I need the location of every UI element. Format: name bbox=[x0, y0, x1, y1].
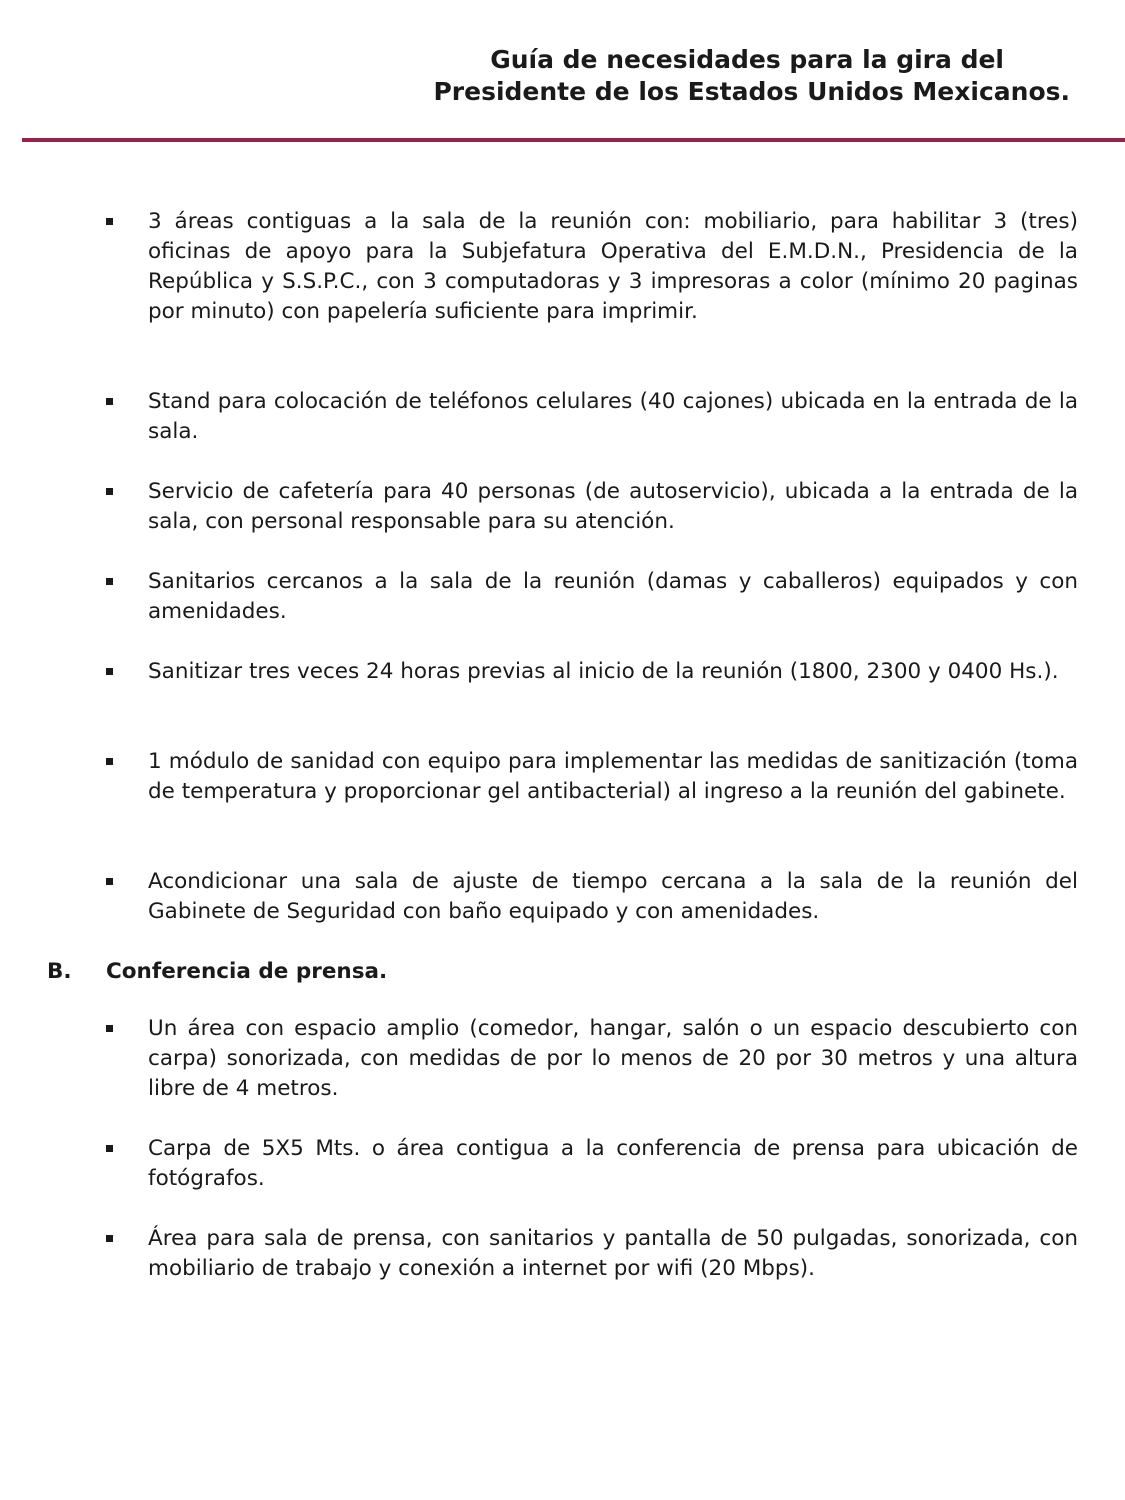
page-header-title bbox=[300, 44, 1070, 108]
bullet-icon bbox=[106, 1025, 113, 1032]
section-letter: B. bbox=[47, 959, 72, 984]
list-item: Sanitizar tres veces 24 horas previas al inicio de la reunión (1800, 2300 y 0400 Hs.). bbox=[148, 659, 1059, 684]
bullet-icon bbox=[106, 398, 113, 405]
bullet-icon bbox=[106, 1235, 113, 1242]
bullet-icon bbox=[106, 878, 113, 885]
header-title-line1: Guía de necesidades para la gira del bbox=[490, 45, 1004, 74]
list-item: Carpa de 5X5 Mts. o área contigua a la conferencia de prensa para ubicación de fotógrafos. bbox=[148, 1136, 1078, 1191]
list-item: Servicio de cafetería para 40 personas (de autoservicio), ubicada a la entrada de la sala, con personal responsable para su atención. bbox=[148, 479, 1078, 534]
list-item: Sanitarios cercanos a la sala de la reunión (damas y caballeros) equipados y con amenidades. bbox=[148, 569, 1078, 624]
bullet-icon bbox=[106, 1145, 113, 1152]
bullet-icon bbox=[106, 488, 113, 495]
list-item: Acondicionar una sala de ajuste de tiempo cercana a la sala de la reunión del Gabinete de Seguridad con baño equipado y con amenidades. bbox=[148, 869, 1078, 924]
list-item: Stand para colocación de teléfonos celulares (40 cajones) ubicada en la entrada de la sala. bbox=[148, 389, 1078, 444]
bullet-icon bbox=[106, 758, 113, 765]
header-title-line2: Presidente de los Estados Unidos Mexicanos. bbox=[433, 77, 1070, 106]
header-divider bbox=[22, 138, 1125, 142]
bullet-icon bbox=[106, 578, 113, 585]
list-item: 3 áreas contiguas a la sala de la reunión con: mobiliario, para habilitar 3 (tres) oficinas de apoyo para la Subjefatura Operativa del E.M.D.N., Presidencia de la República y S.S.P.C., con 3 computadoras y 3 impresoras a color (mínimo 20 paginas por minuto) con papelería suficiente para imprimir. bbox=[148, 209, 1078, 324]
section-title: Conferencia de prensa. bbox=[106, 959, 388, 984]
bullet-icon bbox=[106, 218, 113, 225]
list-item: Un área con espacio amplio (comedor, hangar, salón o un espacio descubierto con carpa) sonorizada, con medidas de por lo menos de 20 por 30 metros y una altura libre de 4 metros. bbox=[148, 1016, 1078, 1101]
list-item: Área para sala de prensa, con sanitarios y pantalla de 50 pulgadas, sonorizada, con mobiliario de trabajo y conexión a internet por wifi (20 Mbps). bbox=[148, 1226, 1078, 1281]
list-item: 1 módulo de sanidad con equipo para implementar las medidas de sanitización (toma de temperatura y proporcionar gel antibacterial) al ingreso a la reunión del gabinete. bbox=[148, 749, 1078, 804]
bullet-icon bbox=[106, 668, 113, 675]
